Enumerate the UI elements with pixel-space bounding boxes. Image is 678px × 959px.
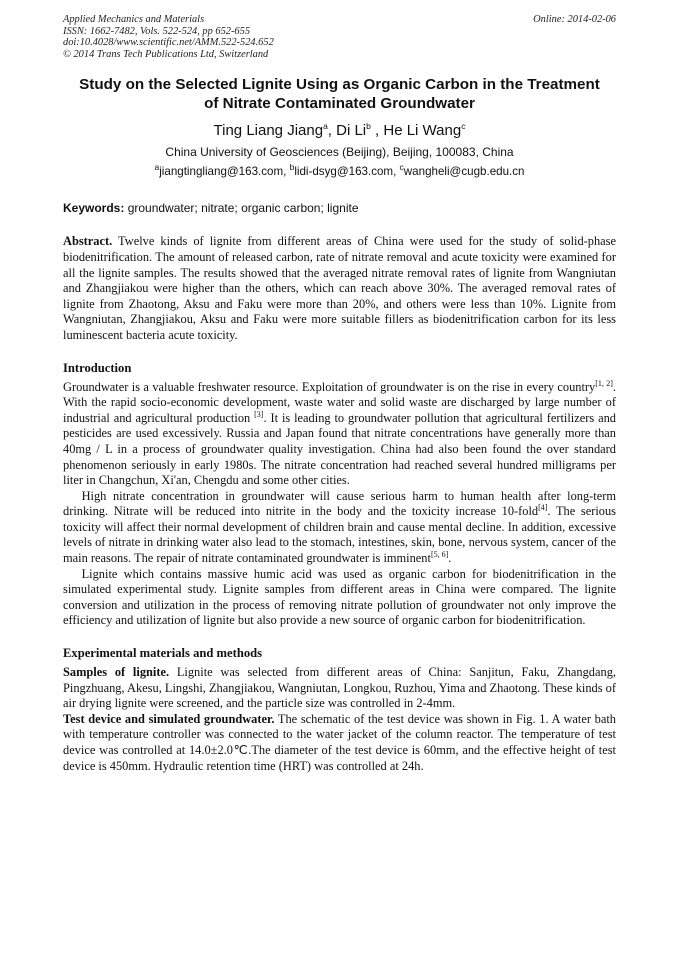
email-1: jiangtingliang@163.com, [159,165,290,179]
keywords-text: groundwater; nitrate; organic carbon; lignite [124,201,359,216]
methods-heading: Experimental materials and methods [63,646,263,661]
samples-text: Lignite was selected from different areas of China: Sanjitun, Faku, Zhangdang, Pingzhuang, Akesu, Lingshi, Zhangjiakou, Wangniutan, Longkou, Ruzhou, Yima and Zhaotong. These kinds of air drying lignite were screened, and the particle size was controlled in 2-4mm. [63,665,616,711]
intro-p2-text-c: . [448,551,452,566]
citation-5-6: [5, 6] [430,549,449,559]
copyright-line: © 2014 Trans Tech Publications Ltd, Switzerland [63,48,269,60]
abstract-text: Twelve kinds of lignite from different areas of China were used for the study of solid-phase biodenitrification. The amount of released carbon, rate of nitrate removal and acute toxicity were examined for all the lignite samples. The results showed that the averaged nitrate removal rates of lignite from Wangniutan and Zhangjiakou were higher than the others, which can reach above 30%. The averaged removal rates of lignite from Zhaotong, Aksu and Faku were more than 20%, and others were less than 10%. Lignite from Wangniutan, Zhangjiakou, Aksu and Faku were more suitable fillers as biodenitrification carbon for its less luminescent bacteria acute toxicity. [63,234,616,342]
intro-paragraph-3: Lignite which contains massive humic acid was used as organic carbon for biodenitrification in the simulated experimental study. Lignite samples from different areas in China were compared. The lignite conversion and utilization in the process of removing nitrate pollution of groundwater not only improve the efficiency and utilization of lignite but also provide a new source of organic carbon for biodenitrification. [63,566,616,628]
author-2-mark: b [366,121,371,132]
journal-name: Applied Mechanics and Materials [63,14,205,25]
intro-paragraph-2 [63,489,616,567]
author-3: , He Li Wang [370,122,462,140]
affiliation: China University of Geosciences (Beijing), Beijing, 100083, China [165,145,514,160]
author-1: Ting Liang Jiang [213,122,324,140]
citation-1-2: [1, 2] [595,378,613,388]
citation-4: [4] [538,503,548,513]
journal-header [63,14,616,60]
intro-paragraph-1 [63,380,616,489]
paper-title [63,75,616,113]
intro-p1-text-a: Groundwater is a valuable freshwater resource. Exploitation of groundwater is on the rise in every country [63,379,596,394]
methods-paragraph-device [63,712,616,774]
email-1-mark: a [154,162,160,173]
intro-heading: Introduction [63,360,132,375]
author-list [63,121,616,141]
device-text: The schematic of the test device was shown in Fig. 1. A water bath with temperature controller was connected to the water jacket of the column reactor. The temperature of test device was controlled at 14.0±2.0℃.The diameter of the test device is 60mm, and the effective height of test device is 450mm. Hydraulic retention time (HRT) was controlled at 24h. [63,711,616,773]
email-3-mark: c [399,162,404,173]
abstract [63,234,616,343]
methods-paragraph-samples [63,665,616,712]
issn-line: ISSN: 1662-7482, Vols. 522-524, pp 652-655 [63,25,251,37]
keywords [63,200,616,216]
title-line-2: of Nitrate Contaminated Groundwater [204,95,475,113]
author-1-mark: a [323,121,328,132]
author-2: , Di Li [327,122,367,140]
online-date: Online: 2014-02-06 [533,14,616,25]
keywords-label: Keywords: [63,201,125,216]
author-3-mark: c [461,121,466,132]
email-list [63,164,616,180]
intro-p1-text-b: . With the rapid socio-economic development, waste water and solid waste are discharged by large number of industrial and agricultural production [63,379,616,425]
intro-p2-text-b: . The serious toxicity will affect their normal development of children brain and cause mental decline. In addition, excessive levels of nitrate in drinking water also lead to the stomach, intestines, skin, bone, nervous system, cancer of the main reasons. The repair of nitrate contaminated groundwater is imminent [63,504,617,566]
abstract-label: Abstract. [63,234,113,249]
email-2-mark: b [289,162,295,173]
email-2: lidi-dsyg@163.com, [294,165,400,179]
doi-line: doi:10.4028/www.scientific.net/AMM.522-524.652 [63,37,274,49]
email-3: wangheli@cugb.edu.cn [403,165,525,179]
citation-3: [3] [254,409,264,419]
samples-label: Samples of lignite. [63,665,170,680]
device-label: Test device and simulated groundwater. [63,711,275,726]
title-line-1: Study on the Selected Lignite Using as Organic Carbon in the Treatment [79,76,600,94]
intro-p2-text-a: High nitrate concentration in groundwater will cause serious harm to human health after long-term drinking. Nitrate will be reduced into nitrite in the body and the toxicity increase 10-fold [63,488,616,519]
intro-p1-text-c: . It is leading to groundwater pollution that agricultural fertilizers and pesticides are used excessively. Russia and Japan found that nitrate concentrations have generally more than 40mg / L in a process of groundwater quality investigation. China had also been found the over standard phenomenon seriously in early 1980s. The nitrate concentration had reached several hundred milligrams per liter in Changchun, Xi'an, Chengdu and some other cities. [63,410,616,488]
